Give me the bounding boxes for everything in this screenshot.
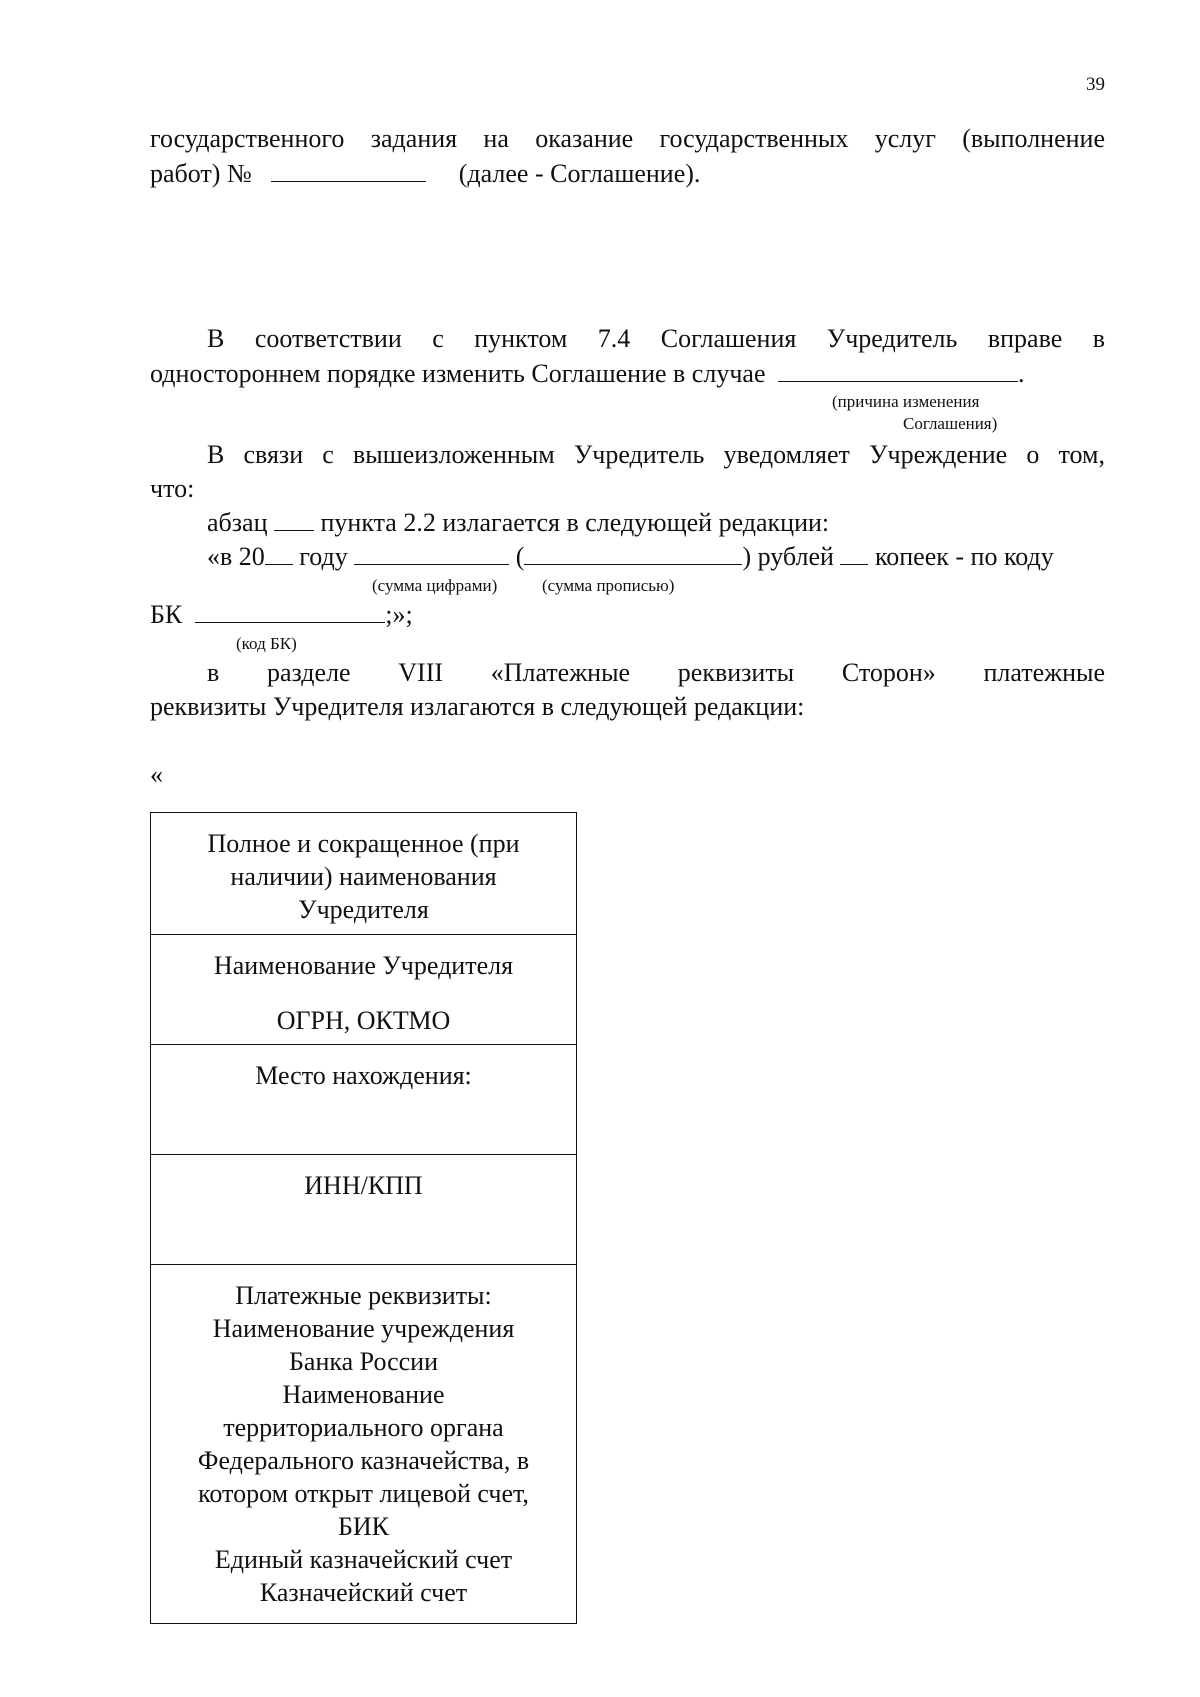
- founder-ogrn-cell: [151, 935, 577, 1045]
- bk-code-blank: [195, 598, 385, 623]
- table-row: [151, 1045, 577, 1155]
- bk-code-note: (код БК): [236, 634, 297, 653]
- cell-line: Учредителя: [298, 895, 429, 924]
- sum-digits-note: (сумма цифрами): [372, 576, 498, 595]
- cell-line: ИНН/КПП: [304, 1171, 423, 1200]
- clause-text: пункта 2.2 излагается в следующей редакции:: [320, 508, 830, 537]
- notice-line-1: В связи с вышеизложенным Учредитель уведомляет Учреждение о том,: [207, 440, 1105, 469]
- cell-line: наличии) наименования: [230, 862, 497, 891]
- intro-line-1: государственного задания на оказание государственных услуг (выполнение: [150, 124, 1105, 153]
- change-reason-note-1: (причина изменения: [832, 392, 980, 411]
- amount-open-paren: (: [515, 542, 525, 571]
- sum-words-blank: [524, 540, 742, 565]
- change-line-2: [150, 357, 1105, 391]
- clause-line: [207, 506, 1105, 540]
- cell-line: Наименование Учредителя: [213, 951, 514, 980]
- section-line-2: реквизиты Учредителя излагаются в следующей редакции:: [150, 692, 805, 721]
- cell-line: территориального органа: [223, 1413, 504, 1442]
- table-row: [151, 1265, 577, 1624]
- cell-line: Платежные реквизиты:: [235, 1281, 492, 1310]
- requisites-table: [150, 812, 577, 1624]
- page-number: 39: [1086, 74, 1105, 95]
- cell-line: Казначейский счет: [259, 1578, 468, 1607]
- cell-line: ОГРН, ОКТМО: [276, 1006, 451, 1035]
- table-row: [151, 813, 577, 935]
- amount-code-text: копеек - по коду: [874, 542, 1054, 571]
- founder-name-cell: [151, 813, 577, 935]
- intro-line-2: [150, 157, 1105, 191]
- cell-line: БИК: [337, 1512, 390, 1541]
- cell-line: Федерального казначейства, в: [197, 1446, 530, 1475]
- opening-quote: «: [150, 760, 163, 789]
- cell-line: котором открыт лицевой счет,: [198, 1479, 529, 1508]
- inn-kpp-cell: [151, 1155, 577, 1265]
- cell-line: Место нахождения:: [255, 1061, 472, 1090]
- amount-line: [207, 540, 1105, 574]
- amount-year-prefix: «в 20: [207, 542, 265, 571]
- table-row: [151, 935, 577, 1045]
- agreement-number-blank: [271, 157, 426, 182]
- year-blank: [265, 540, 293, 565]
- sum-digits-blank: [354, 540, 509, 565]
- bk-line: [150, 598, 1105, 632]
- cell-line: Наименование: [282, 1380, 445, 1409]
- intro-works: работ) №: [150, 159, 252, 188]
- sum-words-note: (сумма прописью): [542, 576, 675, 595]
- clause-number-blank: [274, 506, 314, 531]
- amount-rubles: ) рублей: [742, 542, 834, 571]
- cell-line: Единый казначейский счет: [214, 1545, 513, 1574]
- change-line-1: В соответствии с пунктом 7.4 Соглашения Учредитель вправе в: [207, 324, 1105, 353]
- cell-line: Банка России: [288, 1347, 439, 1376]
- notice-line-2: что:: [150, 474, 195, 503]
- payment-details-cell: [151, 1265, 577, 1624]
- kopecks-blank: [840, 540, 868, 565]
- clause-abzac: абзац: [207, 508, 268, 537]
- change-reason-note-2: Соглашения): [903, 414, 998, 433]
- change-line-2-period: .: [1017, 359, 1025, 388]
- location-cell: [151, 1045, 577, 1155]
- bk-label: БК: [150, 600, 183, 629]
- amount-year-word: году: [299, 542, 348, 571]
- table-row: [151, 1155, 577, 1265]
- cell-line: Полное и сокращенное (при: [207, 829, 520, 858]
- cell-line: Наименование учреждения: [212, 1314, 515, 1343]
- intro-agreement: (далее - Соглашение).: [458, 159, 701, 188]
- change-line-2-text: одностороннем порядке изменить Соглашение в случае: [150, 359, 766, 388]
- change-reason-blank: [778, 357, 1018, 382]
- section-line-1: в разделе VIII «Платежные реквизиты Сторон» платежные: [207, 658, 1105, 687]
- bk-closing: ;»;: [385, 600, 413, 629]
